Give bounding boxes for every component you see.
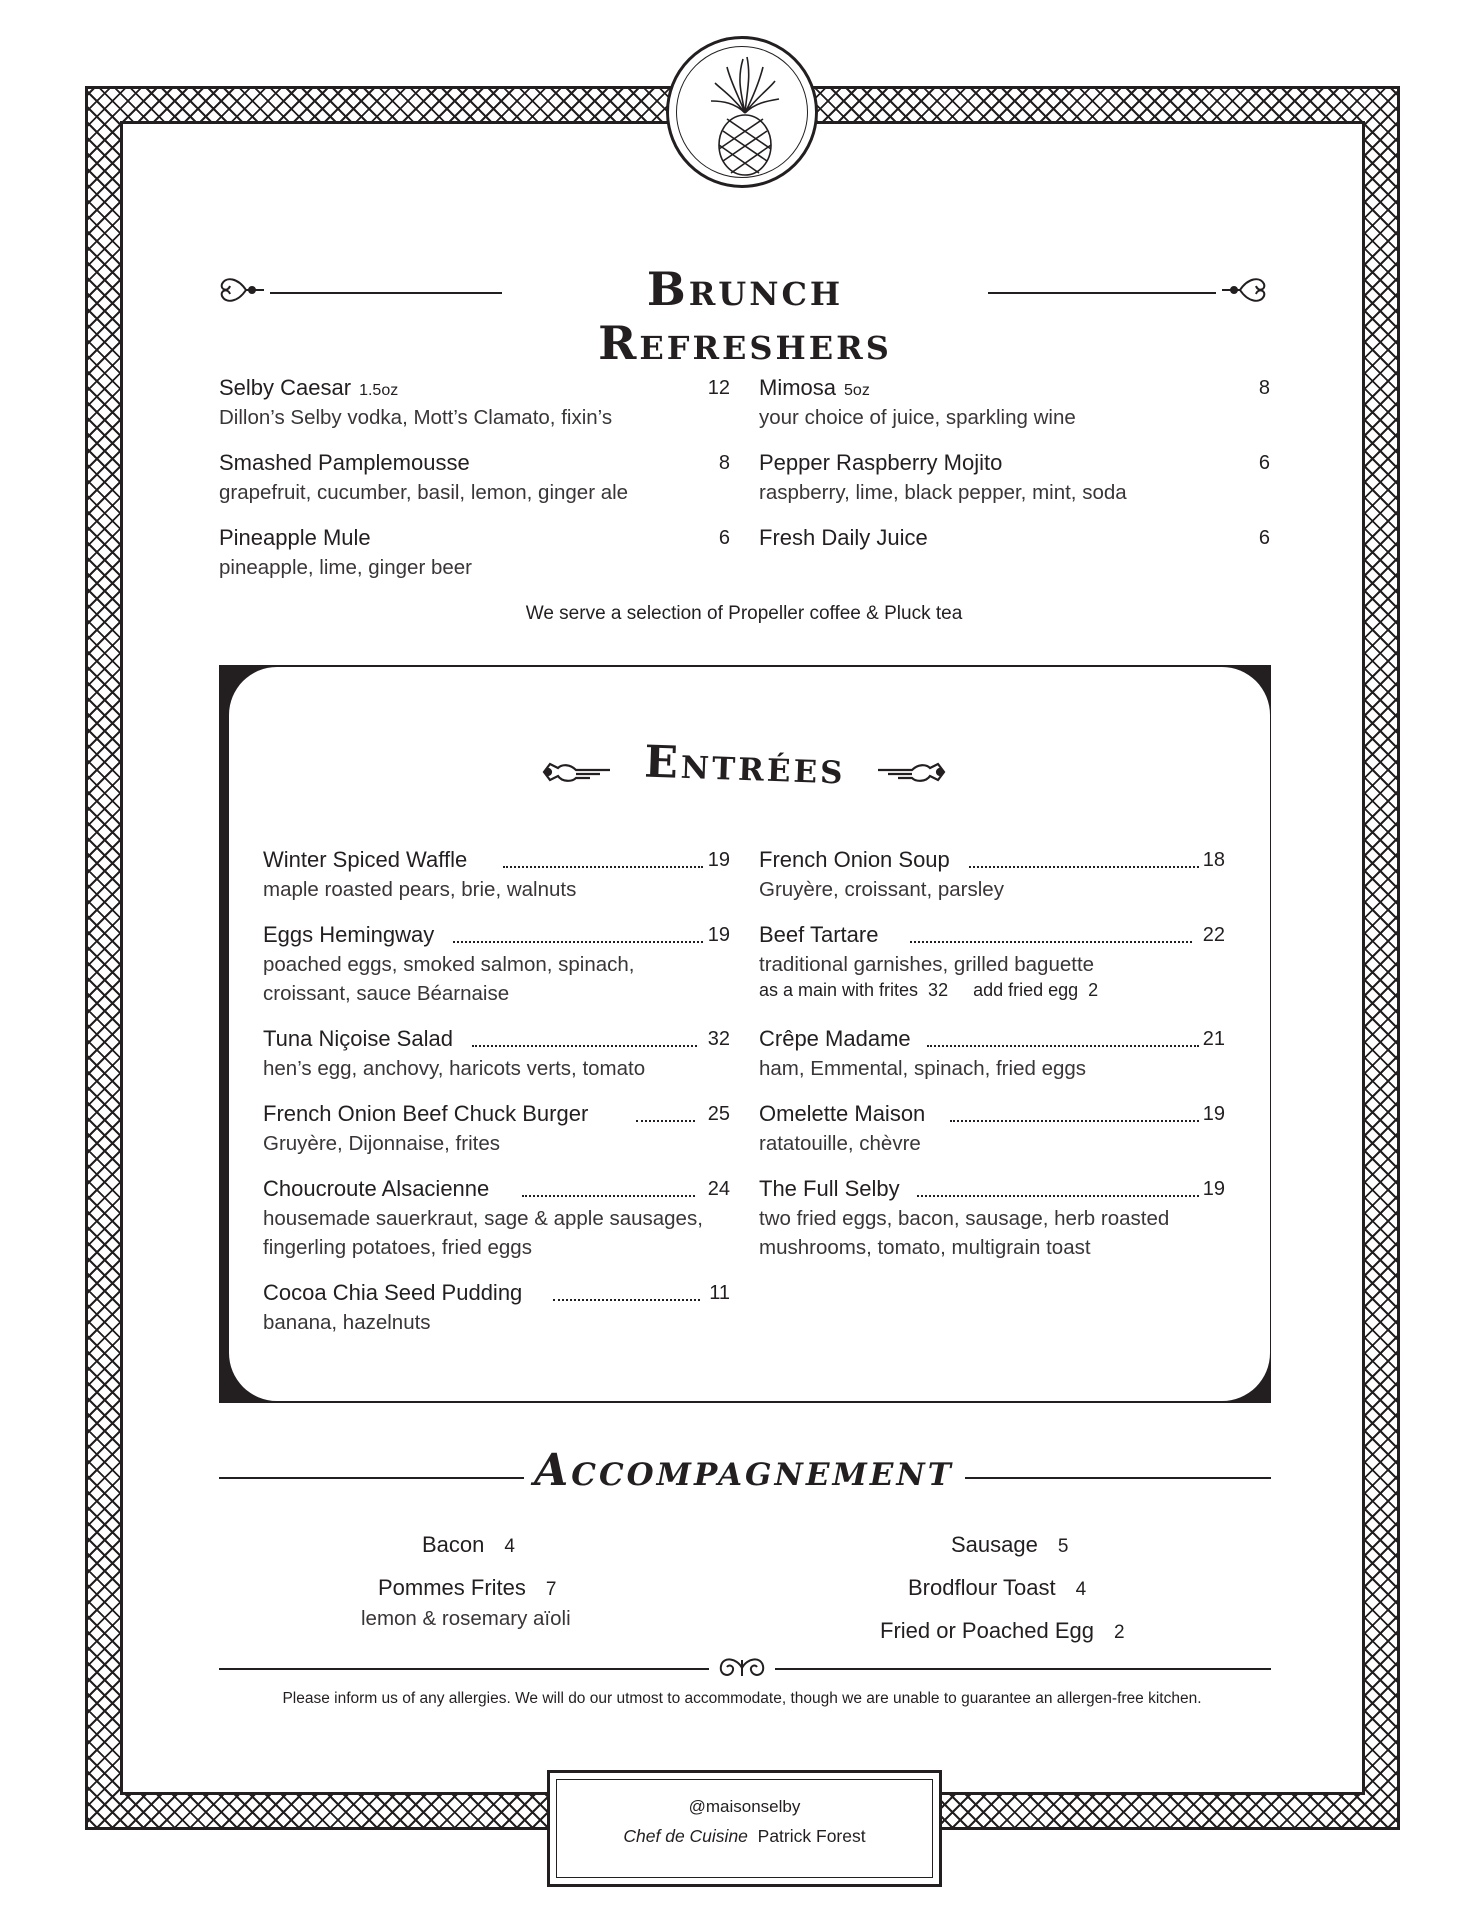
pineapple-medallion xyxy=(666,36,818,188)
leader-dots xyxy=(503,866,703,868)
drink-name: Selby Caesar 1.5oz xyxy=(219,375,399,400)
drink-price: 8 xyxy=(1258,377,1270,399)
entree-price: 21 xyxy=(1202,1028,1225,1050)
sides-rule-left xyxy=(219,1477,524,1479)
entree-description: ratatouille, chèvre xyxy=(759,1132,921,1155)
sides-title: Accompagnement xyxy=(534,1445,954,1496)
entree-description: two fried eggs, bacon, sausage, herb roasted xyxy=(759,1207,1170,1230)
pointing-hand-icon xyxy=(876,752,948,792)
refreshers-rule-right xyxy=(988,292,1216,294)
drink-name: Pineapple Mule xyxy=(219,525,371,550)
entree-name: Cocoa Chia Seed Pudding xyxy=(263,1280,523,1305)
entree-price: 32 xyxy=(707,1028,730,1050)
entrees-title: Entrées xyxy=(643,736,847,795)
drink-description: grapefruit, cucumber, basil, lemon, ginger ale xyxy=(219,481,629,504)
entree-price: 18 xyxy=(1202,849,1225,871)
entree-name: Winter Spiced Waffle xyxy=(263,847,468,872)
entree-price: 19 xyxy=(1202,1103,1225,1125)
entree-description: maple roasted pears, brie, walnuts xyxy=(263,878,577,901)
entree-name: Crêpe Madame xyxy=(759,1026,911,1051)
entree-price: 19 xyxy=(707,849,730,871)
side-name: Bacon 4 xyxy=(422,1532,515,1557)
drink-description: pineapple, lime, ginger beer xyxy=(219,556,472,579)
drink-name: Pepper Raspberry Mojito xyxy=(759,450,1003,475)
leader-dots xyxy=(522,1195,695,1197)
drink-name: Smashed Pamplemousse xyxy=(219,450,470,475)
entree-name: Tuna Niçoise Salad xyxy=(263,1026,453,1051)
drink-description: Dillon’s Selby vodka, Mott’s Clamato, fixin’s xyxy=(219,406,613,429)
fleuron-icon xyxy=(1220,268,1270,312)
entree-description: Gruyère, Dijonnaise, frites xyxy=(263,1132,500,1155)
scroll-ornament-icon xyxy=(715,1654,769,1682)
entree-name: Eggs Hemingway xyxy=(263,922,435,947)
entree-description: hen’s egg, anchovy, haricots verts, tomato xyxy=(263,1057,646,1080)
entree-description: croissant, sauce Béarnaise xyxy=(263,982,510,1005)
entree-description: traditional garnishes, grilled baguette xyxy=(759,953,1095,976)
entree-name: French Onion Beef Chuck Burger xyxy=(263,1101,589,1126)
side-description: lemon & rosemary aïoli xyxy=(361,1607,571,1630)
entree-name: French Onion Soup xyxy=(759,847,950,872)
chef-credit: Chef de Cuisine Patrick Forest xyxy=(623,1826,866,1846)
entree-description: poached eggs, smoked salmon, spinach, xyxy=(263,953,635,976)
drink-description: raspberry, lime, black pepper, mint, soda xyxy=(759,481,1127,504)
allergy-note: Please inform us of any allergies. We will do our utmost to accommodate, though we are unable to guarantee an allergen-free kitchen. xyxy=(282,1690,1202,1707)
leader-dots xyxy=(950,1120,1199,1122)
leader-dots xyxy=(453,941,703,943)
entree-description: banana, hazelnuts xyxy=(263,1311,431,1334)
drink-price: 12 xyxy=(707,377,730,399)
coffee-note: We serve a selection of Propeller coffee & Pluck tea xyxy=(525,603,963,624)
ornament-rule-left xyxy=(219,1668,709,1670)
instagram-handle: @maisonselby xyxy=(688,1797,801,1816)
pineapple-icon xyxy=(697,53,793,177)
leader-dots xyxy=(969,866,1199,868)
entree-price: 24 xyxy=(707,1178,730,1200)
leader-dots xyxy=(917,1195,1199,1197)
drink-price: 6 xyxy=(718,527,730,549)
refreshers-rule-left xyxy=(270,292,502,294)
entree-extra-options: as a main with frites 32 add fried egg 2 xyxy=(759,980,1099,1000)
fleuron-icon xyxy=(216,268,266,312)
sides-rule-right xyxy=(965,1477,1271,1479)
entree-name: Omelette Maison xyxy=(759,1101,926,1126)
entree-price: 25 xyxy=(707,1103,730,1125)
pointing-hand-icon xyxy=(540,752,612,792)
drink-name: Fresh Daily Juice xyxy=(759,525,928,550)
ornament-rule-right xyxy=(775,1668,1271,1670)
drink-description: your choice of juice, sparkling wine xyxy=(759,406,1076,429)
entree-description: housemade sauerkraut, sage & apple sausages, xyxy=(263,1207,703,1230)
entree-price: 22 xyxy=(1202,924,1225,946)
entree-description: fingerling potatoes, fried eggs xyxy=(263,1236,532,1259)
entree-description: ham, Emmental, spinach, fried eggs xyxy=(759,1057,1087,1080)
entree-name: Beef Tartare xyxy=(759,922,879,947)
side-name: Pommes Frites 7 xyxy=(378,1575,557,1600)
leader-dots xyxy=(472,1045,697,1047)
entree-price: 19 xyxy=(707,924,730,946)
refreshers-title: Brunch Refreshers xyxy=(598,262,892,370)
entree-description: Gruyère, croissant, parsley xyxy=(759,878,1004,901)
leader-dots xyxy=(553,1299,700,1301)
entree-price: 19 xyxy=(1202,1178,1225,1200)
leader-dots xyxy=(910,941,1192,943)
drink-price: 6 xyxy=(1258,527,1270,549)
side-name: Brodflour Toast 4 xyxy=(908,1575,1087,1600)
entree-name: Choucroute Alsacienne xyxy=(263,1176,490,1201)
leader-dots xyxy=(927,1045,1199,1047)
side-name: Fried or Poached Egg 2 xyxy=(880,1618,1125,1643)
drink-price: 8 xyxy=(718,452,730,474)
drink-name: Mimosa 5oz xyxy=(759,375,870,400)
entree-name: The Full Selby xyxy=(759,1176,900,1201)
entree-price: 11 xyxy=(709,1282,730,1304)
drink-price: 6 xyxy=(1258,452,1270,474)
entree-description: mushrooms, tomato, multigrain toast xyxy=(759,1236,1091,1259)
side-name: Sausage 5 xyxy=(951,1532,1069,1557)
leader-dots xyxy=(636,1120,695,1122)
